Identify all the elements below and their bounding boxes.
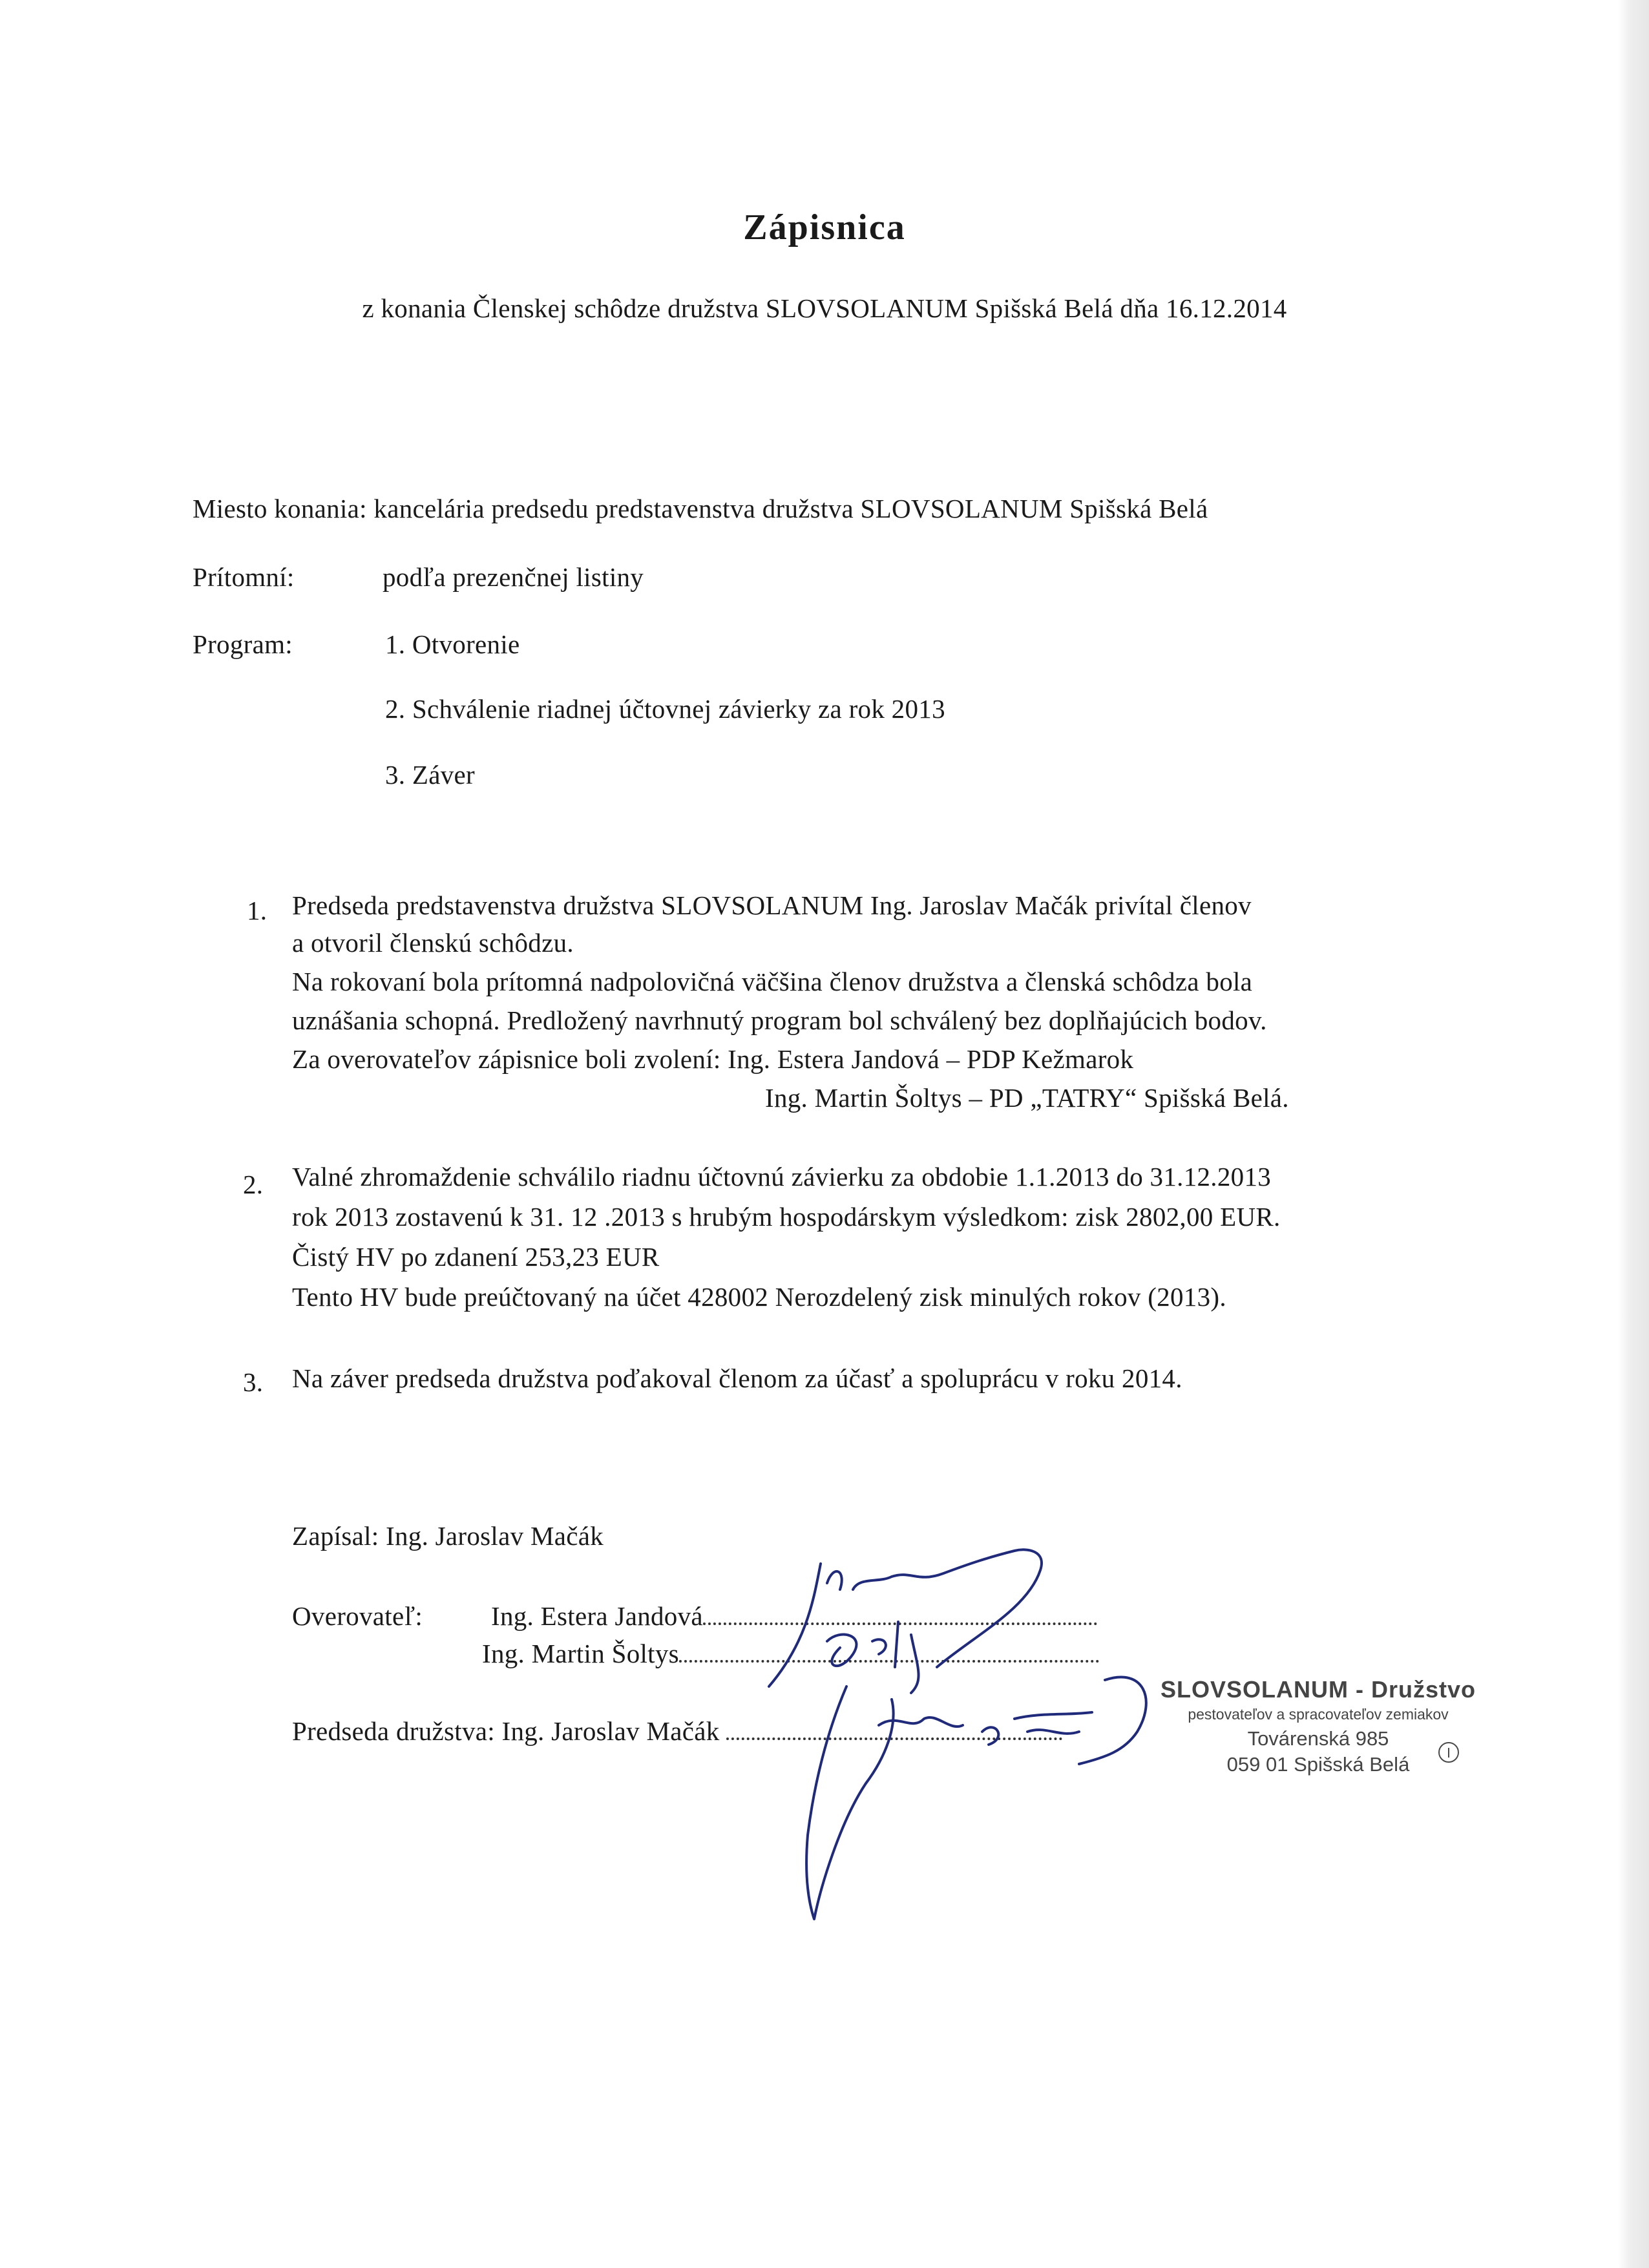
section-line: Na záver predseda družstva poďakoval členom za účasť a spoluprácu v roku 2014. xyxy=(292,1363,1182,1393)
signature-verifier-1 xyxy=(769,1549,1042,1686)
place-line xyxy=(193,491,1208,526)
section-number: 3. xyxy=(243,1367,264,1397)
section-line: Čistý HV po zdanení 253,23 EUR xyxy=(292,1242,660,1272)
section-line: Ing. Martin Šoltys – PD „TATRY“ Spišská Belá. xyxy=(765,1083,1289,1113)
verifiers-label: Overovateľ: xyxy=(292,1601,423,1631)
present-value: podľa prezenčnej listiny xyxy=(383,562,644,592)
section-line: uznášania schopná. Predložený navrhnutý program bol schválený bez doplňajúcich bodov. xyxy=(292,1005,1267,1035)
document-title: Zápisnica xyxy=(743,207,906,247)
present-label: Prítomní: xyxy=(193,562,295,592)
verifier-1-name: Ing. Estera Jandová xyxy=(491,1601,703,1631)
section-line: rok 2013 zostavenú k 31. 12 .2013 s hrubým hospodárskym výsledkom: zisk 2802,00 EUR. xyxy=(292,1202,1281,1232)
program-item: 2. Schválenie riadnej účtovnej závierky za rok 2013 xyxy=(385,694,945,724)
section-line: Tento HV bude preúčtovaný na účet 428002 Nerozdelený zisk minulých rokov (2013). xyxy=(292,1282,1226,1312)
section-line: Predseda predstavenstva družstva SLOVSOLANUM Ing. Jaroslav Mačák privítal členov xyxy=(292,890,1252,920)
stamp-line-3: Továrenská 985 xyxy=(1247,1727,1389,1750)
place-value: kancelária predsedu predstavenstva družstva SLOVSOLANUM Spišská Belá xyxy=(373,494,1208,523)
program-label: Program: xyxy=(193,629,293,659)
chairman-label: Predseda družstva: Ing. Jaroslav Mačák xyxy=(292,1716,720,1746)
recorded-by: Zapísal: Ing. Jaroslav Mačák xyxy=(292,1521,604,1551)
signature-verifier-2 xyxy=(827,1622,919,1693)
verifier-2-name: Ing. Martin Šoltys xyxy=(482,1639,679,1668)
stamp-mark-icon xyxy=(1436,1739,1462,1765)
stamp-line-1: SLOVSOLANUM - Družstvo xyxy=(1160,1676,1476,1703)
program-item: 1. Otvorenie xyxy=(385,629,520,659)
section-number: 1. xyxy=(247,896,268,925)
document-subtitle: z konania Členskej schôdze družstva SLOVSOLANUM Spišská Belá dňa 16.12.2014 xyxy=(362,293,1287,323)
section-line: Na rokovaní bola prítomná nadpolovičná väčšina členov družstva a členská schôdza bola xyxy=(292,967,1253,996)
scan-edge-shadow xyxy=(1618,0,1649,2268)
handwritten-signatures xyxy=(743,1538,1195,1926)
program-item: 3. Záver xyxy=(385,760,475,790)
stamp-line-2: pestovateľov a spracovateľov zemiakov xyxy=(1188,1706,1449,1723)
section-line: Valné zhromaždenie schválilo riadnu účtovnú závierku za obdobie 1.1.2013 do 31.12.2013 xyxy=(292,1162,1272,1192)
signature-chairman xyxy=(806,1677,1146,1919)
stamp-line-4: 059 01 Spišská Belá xyxy=(1226,1753,1410,1776)
place-label: Miesto konania: xyxy=(193,494,367,523)
section-line: Za overovateľov zápisnice boli zvolení: Ing. Estera Jandová – PDP Kežmarok xyxy=(292,1044,1134,1074)
section-line: a otvoril členskú schôdzu. xyxy=(292,928,574,958)
section-number: 2. xyxy=(243,1170,264,1199)
